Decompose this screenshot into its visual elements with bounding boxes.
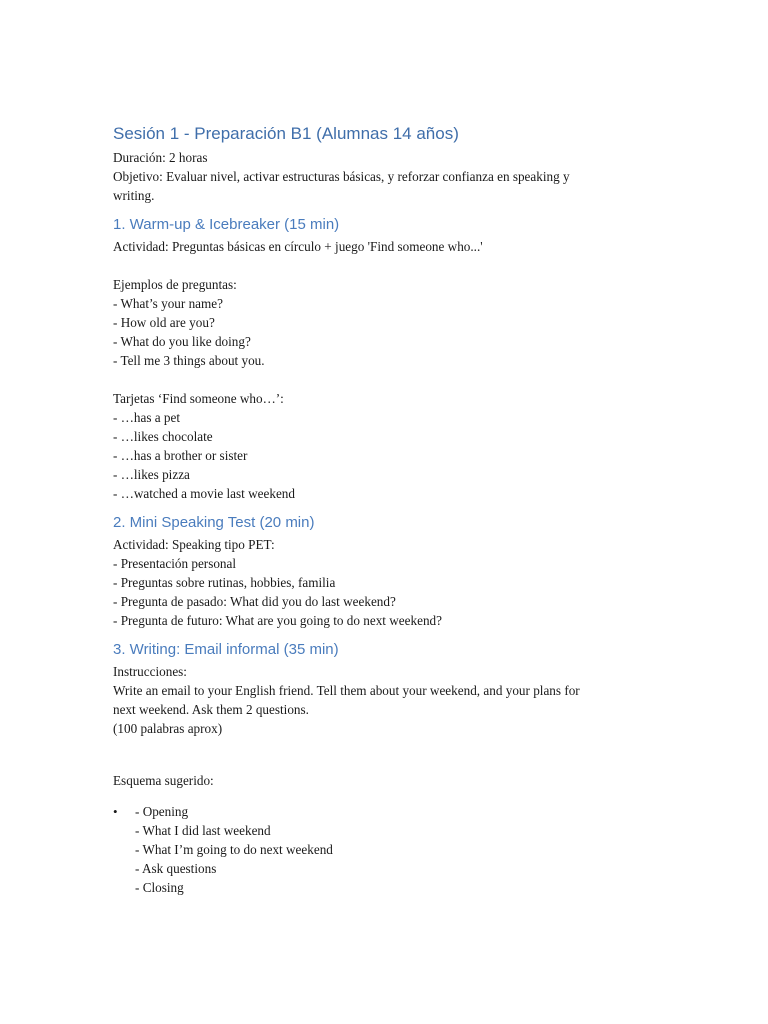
instructions-label: Instrucciones: bbox=[113, 664, 187, 679]
instructions-line-2: next weekend. Ask them 2 questions. bbox=[113, 702, 309, 717]
card-item: - …likes pizza bbox=[113, 467, 190, 482]
section-warm-up bbox=[113, 215, 653, 503]
scheme-lines bbox=[135, 802, 333, 897]
objective-text-line-2: writing. bbox=[113, 188, 155, 203]
card-item: - …watched a movie last weekend bbox=[113, 486, 295, 501]
card-item: - …likes chocolate bbox=[113, 429, 213, 444]
scheme-item: - Opening bbox=[135, 804, 189, 819]
scheme-item: - Ask questions bbox=[135, 861, 217, 876]
section-1-heading: 1. Warm-up & Icebreaker (15 min) bbox=[113, 216, 340, 233]
cards-label: Tarjetas ‘Find someone who…’: bbox=[113, 391, 284, 406]
document-content bbox=[113, 123, 653, 897]
card-item: - …has a brother or sister bbox=[113, 448, 248, 463]
section-1-activity: Actividad: Preguntas básicas en círculo + juego 'Find someone who...' bbox=[113, 239, 483, 254]
scheme-bullet-list bbox=[113, 802, 653, 897]
speaking-item: - Presentación personal bbox=[113, 556, 237, 571]
example-question: - How old are you? bbox=[113, 315, 215, 330]
scheme-label: Esquema sugerido: bbox=[113, 773, 214, 788]
card-item: - …has a pet bbox=[113, 410, 181, 425]
section-2-heading: 2. Mini Speaking Test (20 min) bbox=[113, 514, 315, 531]
scheme-item: - What I’m going to do next weekend bbox=[135, 842, 333, 857]
example-question: - What’s your name? bbox=[113, 296, 223, 311]
speaking-item: - Pregunta de pasado: What did you do last weekend? bbox=[113, 594, 396, 609]
section-3-heading: 3. Writing: Email informal (35 min) bbox=[113, 641, 339, 658]
section-writing bbox=[113, 640, 653, 897]
objective-text-line-1: Objetivo: Evaluar nivel, activar estructuras básicas, y reforzar confianza en speaking y bbox=[113, 169, 570, 184]
section-speaking-test bbox=[113, 513, 653, 630]
examples-label: Ejemplos de preguntas: bbox=[113, 277, 237, 292]
duration-text: Duración: 2 horas bbox=[113, 150, 208, 165]
scheme-item: - What I did last weekend bbox=[135, 823, 271, 838]
scheme-item: - Closing bbox=[135, 880, 184, 895]
example-question: - What do you like doing? bbox=[113, 334, 251, 349]
instructions-line-1: Write an email to your English friend. Tell them about your weekend, and your plans for bbox=[113, 683, 580, 698]
example-question: - Tell me 3 things about you. bbox=[113, 353, 265, 368]
bullet-icon: • bbox=[113, 804, 118, 819]
document-title: Sesión 1 - Preparación B1 (Alumnas 14 años) bbox=[113, 124, 459, 143]
speaking-item: - Preguntas sobre rutinas, hobbies, familia bbox=[113, 575, 336, 590]
speaking-item: - Pregunta de futuro: What are you going to do next weekend? bbox=[113, 613, 442, 628]
word-count-note: (100 palabras aprox) bbox=[113, 721, 223, 736]
section-2-activity: Actividad: Speaking tipo PET: bbox=[113, 537, 275, 552]
